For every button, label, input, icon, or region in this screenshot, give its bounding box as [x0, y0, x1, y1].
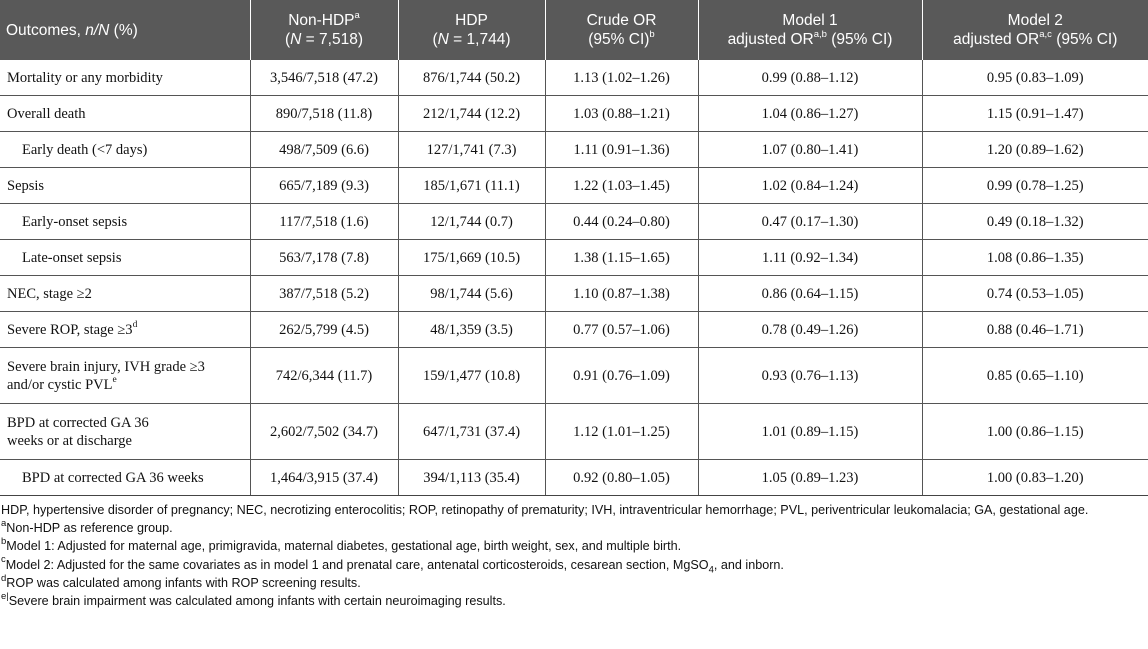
model1-value: 1.01 (0.89–1.15) — [698, 404, 922, 460]
header-crude-or: Crude OR (95% CI)$^b$ — [545, 0, 698, 60]
outcome-label: BPD at corrected GA 36 weeks — [0, 460, 250, 496]
non-hdp-value: 387/7,518 (5.2) — [250, 276, 398, 312]
footnote-c: $^c$Model 2: Adjusted for the same covariates as in model 1 and prenatal care, antenatal corticosteroids, cesarean section, MgSO$_4$, and inborn. — [1, 554, 784, 576]
table-row — [0, 96, 1148, 132]
model1-value: 1.05 (0.89–1.23) — [698, 460, 922, 496]
table-row — [0, 460, 1148, 496]
hdp-value: 98/1,744 (5.6) — [398, 276, 545, 312]
model1-value: 0.93 (0.76–1.13) — [698, 348, 922, 404]
model1-value: 1.04 (0.86–1.27) — [698, 96, 922, 132]
hdp-value: 185/1,671 (11.1) — [398, 168, 545, 204]
model2-value: 0.95 (0.83–1.09) — [922, 60, 1148, 96]
crude-or-value: 0.44 (0.24–0.80) — [545, 204, 698, 240]
footnote-e: $^{e|}$Severe brain impairment was calculated among infants with certain neuroimaging results. — [1, 590, 506, 609]
hdp-value: 212/1,744 (12.2) — [398, 96, 545, 132]
model2-value: 0.49 (0.18–1.32) — [922, 204, 1148, 240]
model2-value: 0.85 (0.65–1.10) — [922, 348, 1148, 404]
table-row — [0, 240, 1148, 276]
non-hdp-value: 2,602/7,502 (34.7) — [250, 404, 398, 460]
model1-value: 1.02 (0.84–1.24) — [698, 168, 922, 204]
header-hdp: HDP (N = 1,744) — [398, 0, 545, 60]
outcome-label: Early-onset sepsis — [0, 204, 250, 240]
model1-value: 1.11 (0.92–1.34) — [698, 240, 922, 276]
model2-value: 1.15 (0.91–1.47) — [922, 96, 1148, 132]
table-row — [0, 404, 1148, 460]
hdp-value: 175/1,669 (10.5) — [398, 240, 545, 276]
table-footnotes — [0, 501, 1147, 610]
hdp-value: 48/1,359 (3.5) — [398, 312, 545, 348]
outcome-label: Severe ROP, stage $\ge 3^d$ — [0, 312, 250, 348]
abbreviations-note: HDP, hypertensive disorder of pregnancy; NEC, necrotizing enterocolitis; ROP, retinopathy of prematurity; IVH, intraventricular hemorrhage; PVL, periventricular leukomalacia; GA, gestational age. — [1, 503, 1089, 517]
table-row — [0, 312, 1148, 348]
footnote-a: $^a$Non-HDP as reference group. — [1, 518, 173, 536]
model1-value: 0.86 (0.64–1.15) — [698, 276, 922, 312]
outcome-label: Severe brain injury, IVH grade ≥3 and/or cystic PVL$^e$ — [0, 348, 250, 404]
model1-value: 0.47 (0.17–1.30) — [698, 204, 922, 240]
crude-or-value: 0.77 (0.57–1.06) — [545, 312, 698, 348]
hdp-value: 876/1,744 (50.2) — [398, 60, 545, 96]
hdp-value: 159/1,477 (10.8) — [398, 348, 545, 404]
model2-value: 1.00 (0.86–1.15) — [922, 404, 1148, 460]
crude-or-value: 1.10 (0.87–1.38) — [545, 276, 698, 312]
hdp-value: 127/1,741 (7.3) — [398, 132, 545, 168]
header-model1: Model 1 adjusted OR$^{a,b}$ (95% CI) — [698, 0, 922, 60]
non-hdp-value: 3,546/7,518 (47.2) — [250, 60, 398, 96]
outcome-label: Early death (<7 days) — [0, 132, 250, 168]
outcome-label: Mortality or any morbidity — [0, 60, 250, 96]
model2-value: 1.00 (0.83–1.20) — [922, 460, 1148, 496]
header-outcomes: Outcomes, n/N (%) — [0, 0, 250, 60]
model1-value: 1.07 (0.80–1.41) — [698, 132, 922, 168]
outcome-label: BPD at corrected GA 36 weeks or at discharge — [0, 404, 250, 460]
model1-value: 0.99 (0.88–1.12) — [698, 60, 922, 96]
table-row — [0, 132, 1148, 168]
outcome-label: NEC, stage ≥2 — [0, 276, 250, 312]
table-row — [0, 348, 1148, 404]
non-hdp-value: 563/7,178 (7.8) — [250, 240, 398, 276]
header-non-hdp: Non-HDP$^a$ (N = 7,518) — [250, 0, 398, 60]
model2-value: 1.20 (0.89–1.62) — [922, 132, 1148, 168]
model2-value: 0.74 (0.53–1.05) — [922, 276, 1148, 312]
header-model2: Model 2 adjusted OR$^{a,c}$ (95% CI) — [922, 0, 1148, 60]
non-hdp-value: 262/5,799 (4.5) — [250, 312, 398, 348]
hdp-value: 647/1,731 (37.4) — [398, 404, 545, 460]
crude-or-value: 1.03 (0.88–1.21) — [545, 96, 698, 132]
outcome-label: Overall death — [0, 96, 250, 132]
outcome-label: Late-onset sepsis — [0, 240, 250, 276]
table-row — [0, 168, 1148, 204]
footnote-b: $^b$Model 1: Adjusted for maternal age, primigravida, maternal diabetes, gestational age, birth weight, sex, and multiple birth. — [1, 536, 682, 554]
crude-or-value: 0.91 (0.76–1.09) — [545, 348, 698, 404]
model1-value: 0.78 (0.49–1.26) — [698, 312, 922, 348]
crude-or-value: 1.22 (1.03–1.45) — [545, 168, 698, 204]
table-row — [0, 204, 1148, 240]
non-hdp-value: 890/7,518 (11.8) — [250, 96, 398, 132]
footnote-d: $^d$ROP was calculated among infants with ROP screening results. — [1, 572, 361, 590]
model2-value: 0.99 (0.78–1.25) — [922, 168, 1148, 204]
hdp-value: 12/1,744 (0.7) — [398, 204, 545, 240]
non-hdp-value: 117/7,518 (1.6) — [250, 204, 398, 240]
model2-value: 0.88 (0.46–1.71) — [922, 312, 1148, 348]
crude-or-value: 0.92 (0.80–1.05) — [545, 460, 698, 496]
crude-or-value: 1.12 (1.01–1.25) — [545, 404, 698, 460]
non-hdp-value: 498/7,509 (6.6) — [250, 132, 398, 168]
non-hdp-value: 1,464/3,915 (37.4) — [250, 460, 398, 496]
non-hdp-value: 742/6,344 (11.7) — [250, 348, 398, 404]
crude-or-value: 1.13 (1.02–1.26) — [545, 60, 698, 96]
crude-or-value: 1.11 (0.91–1.36) — [545, 132, 698, 168]
crude-or-value: 1.38 (1.15–1.65) — [545, 240, 698, 276]
outcome-label: Sepsis — [0, 168, 250, 204]
table-row — [0, 276, 1148, 312]
hdp-value: 394/1,113 (35.4) — [398, 460, 545, 496]
table-row — [0, 60, 1148, 96]
table-header-row — [0, 0, 1148, 60]
non-hdp-value: 665/7,189 (9.3) — [250, 168, 398, 204]
model2-value: 1.08 (0.86–1.35) — [922, 240, 1148, 276]
